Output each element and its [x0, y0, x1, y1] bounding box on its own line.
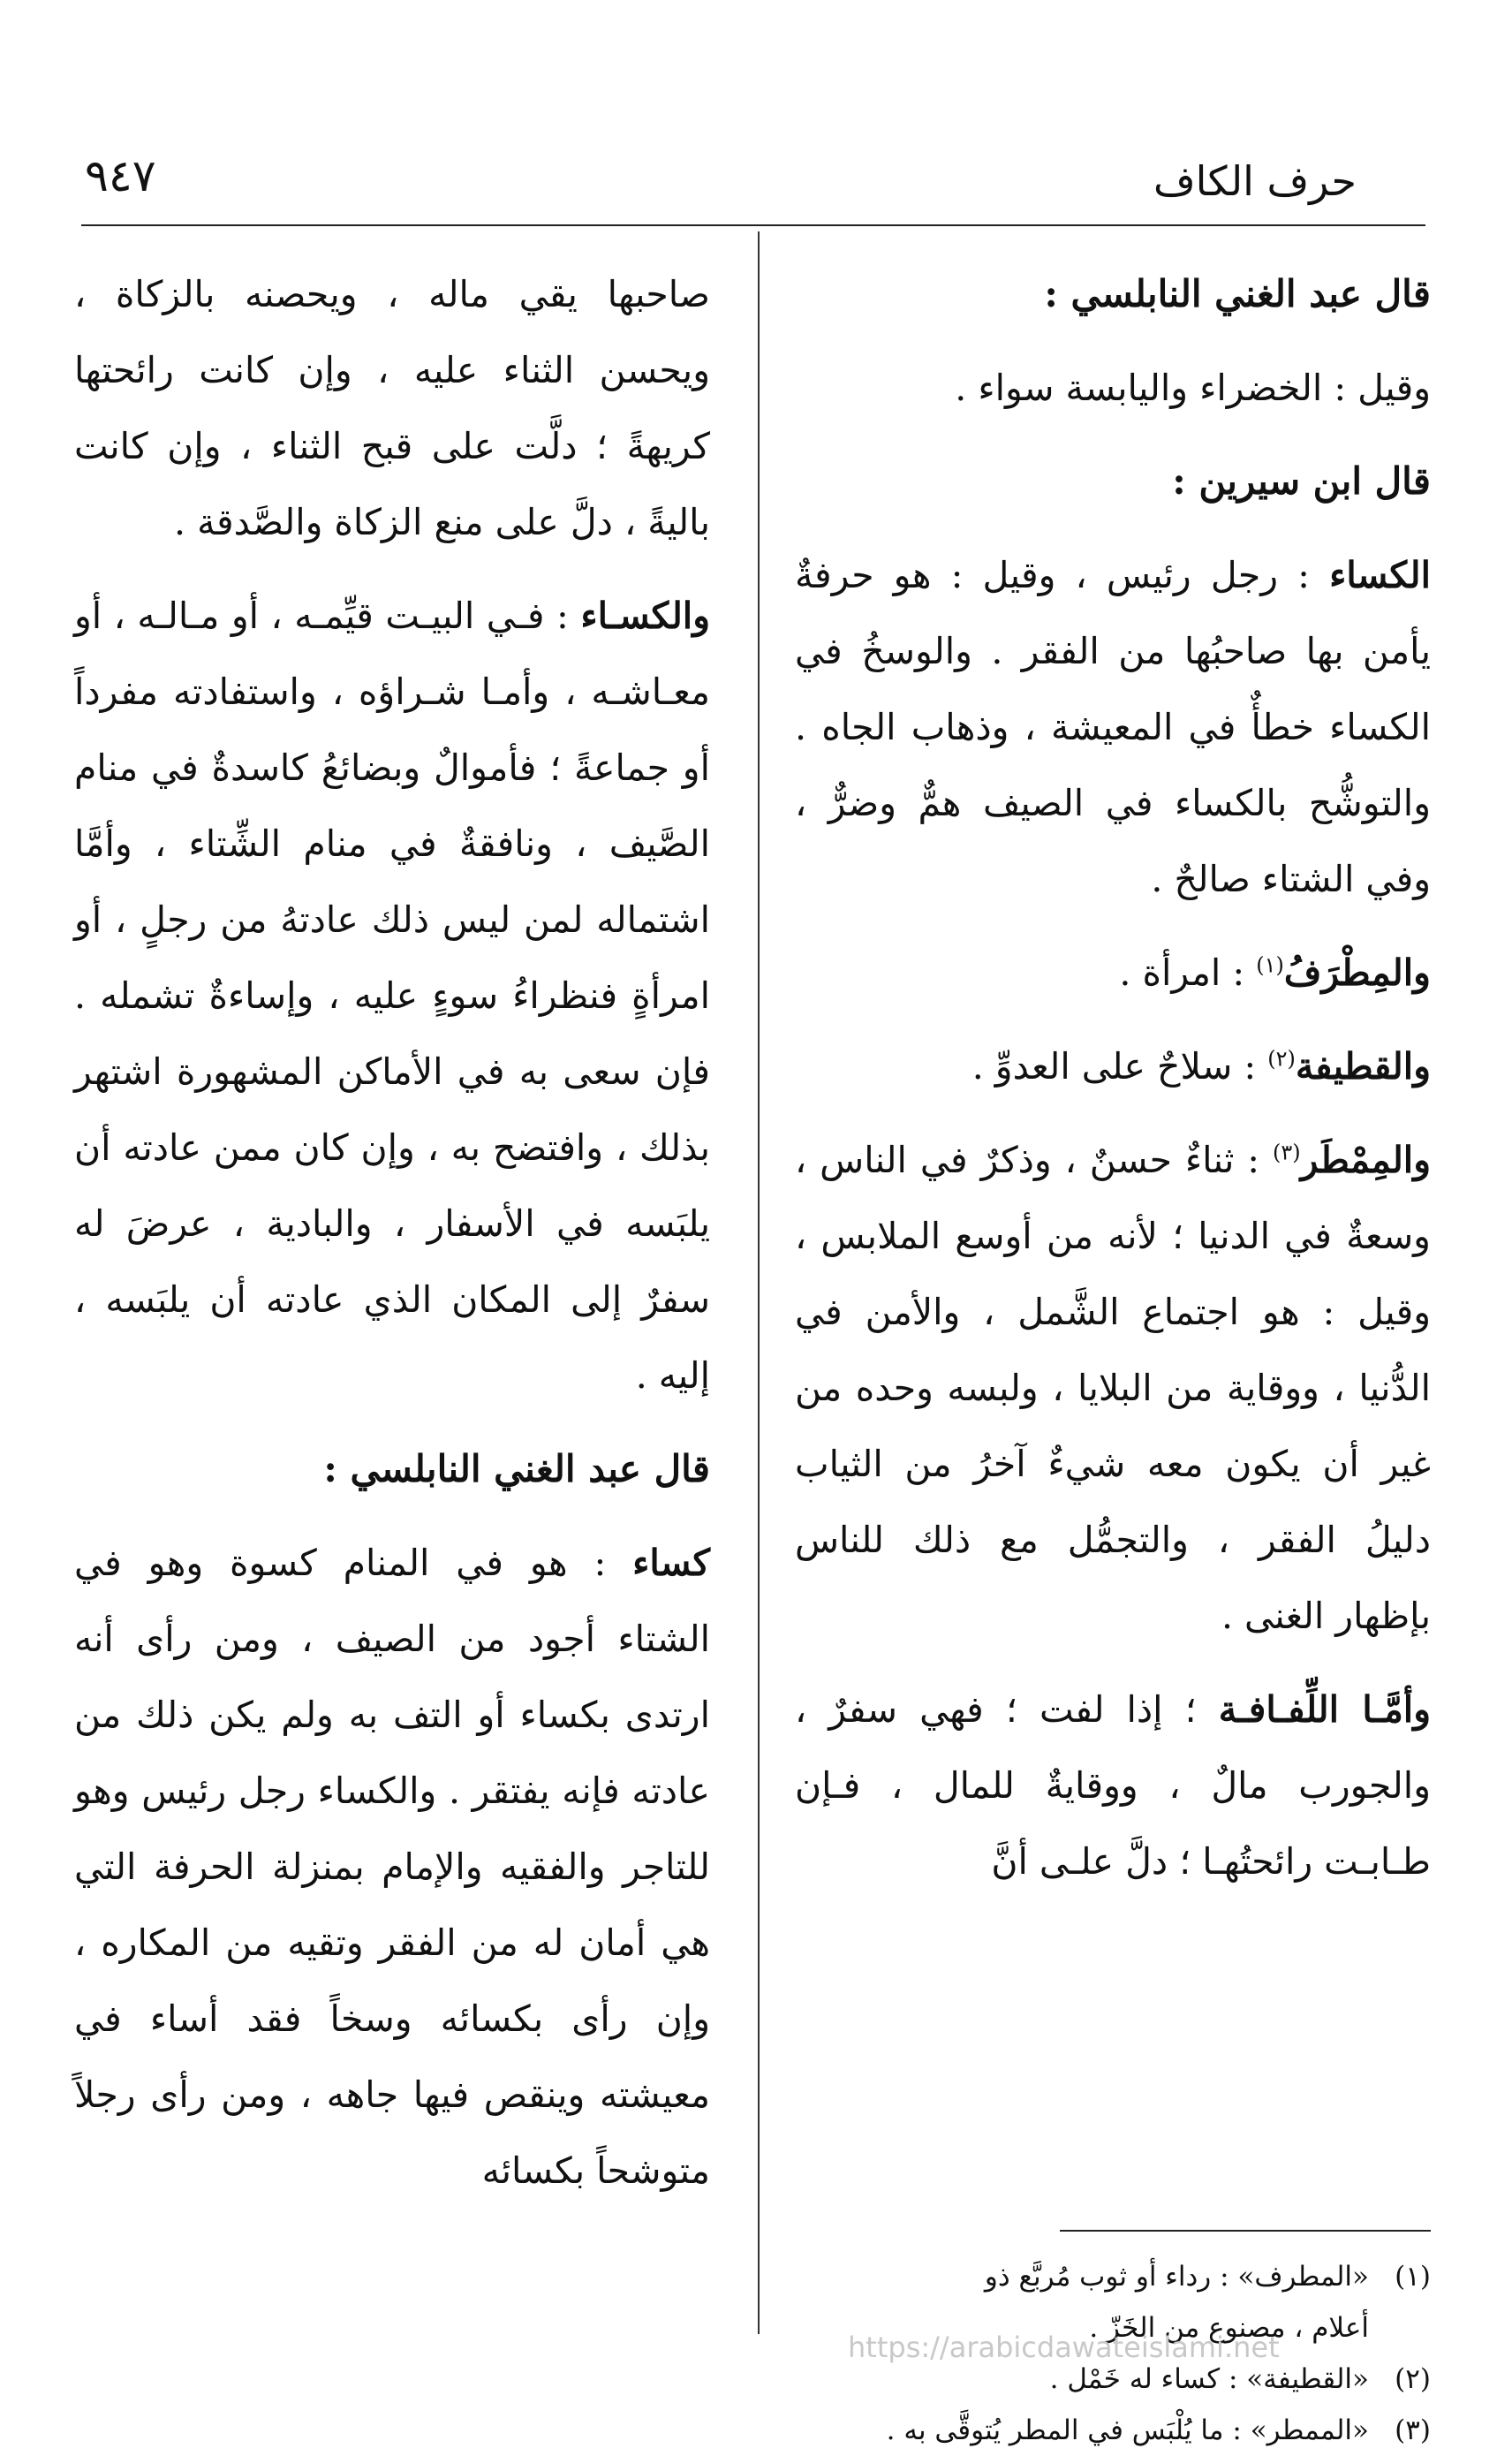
entry-term: كساء	[632, 1542, 710, 1584]
section-heading: قال عبد الغني النابلسي :	[323, 1447, 710, 1490]
entry-text: ؛ إذا لفت ؛ فهي سفرٌ ، والجورب مالٌ ، ووقايةٌ للمال ، فـإن طـابـت رائحتُهـا ؛ دلَّ علـى أنَّ	[795, 1688, 1431, 1883]
section-heading: قال ابن سيرين :	[1172, 459, 1431, 503]
entry-term: الكساء	[1329, 554, 1431, 596]
left-column	[74, 256, 710, 2226]
footnote-item	[786, 2405, 1431, 2456]
right-column	[795, 256, 1431, 1917]
entry-term: والكسـاء	[580, 595, 710, 637]
footnote-number: (٣)	[1395, 2414, 1431, 2446]
paragraph	[795, 1122, 1431, 1654]
footnote-text: «القطيفة» : كساء له خَمْل .	[1049, 2363, 1369, 2395]
page-number: ٩٤٧	[85, 150, 156, 201]
entry-term: والمِطْرَفُ	[1283, 951, 1431, 994]
footnote-marker[interactable]: (١)	[1256, 952, 1284, 978]
footnote-marker[interactable]: (٢)	[1267, 1046, 1296, 1072]
watermark-url: https://arabicdawateislami.net	[848, 2331, 1280, 2364]
column-divider	[758, 231, 760, 2334]
entry-text: : ثناءٌ حسنٌ ، وذكرٌ في الناس ، وسعةٌ في الدنيا ؛ لأنه من أوسع الملابس ، وقيل : هو اجتماع الشَّمل ، والأمن في الدُّنيا ، ووقاية من البلايا ، ولبسه وحده من غير أن يكون معه شيءٌ آخرُ من الثياب دليلُ الفقر ، والتجمُّل مع ذلك للناس بإظهار الغنى .	[795, 1139, 1431, 1637]
entry-text: : سلاحٌ على العدوِّ .	[971, 1045, 1268, 1088]
entry-text: : رجل رئيس ، وقيل : هو حرفةٌ يأمن بها صاحبُها من الفقر . والوسخُ في الكساء خطأٌ في المعيشة ، وذهاب الجاه . والتوشُّح بالكساء في الصيف همٌّ وضرٌّ ، وفي الشتاء صالحٌ .	[795, 554, 1431, 900]
entry-text: : هو في المنام كسوة وهو في الشتاء أجود من الصيف ، ومن رأى أنه ارتدى بكساء أو التف به ولم يكن ذلك من عادته فإنه يفتقر . والكساء رجل رئيس وهو للتاجر والفقيه والإمام بمنزلة الحرفة التي هي أمان له من الفقر وتقيه من المكاره ، وإن رأى بكسائه وسخاً فقد أساء في معيشته وينقص فيها جاهه ، ومن رأى رجلاً متوشحاً بكسائه	[74, 1542, 710, 2192]
footnote-number: (١)	[1395, 2261, 1431, 2293]
paragraph	[795, 1028, 1431, 1104]
entry-text: : فـي البيـت قيِّمـه ، أو مـالـه ، أو معـاشـه ، وأمـا شـراؤه ، واستفادته مفرداً أو جماعةً ؛ فأموالٌ وبضائعُ كاسدةٌ في منام الصَّيف ، ونافقةٌ في منام الشِّتاء ، وأمَّا اشتماله لمن ليس ذلك عادتهُ من رجلٍ ، أو امرأةٍ فنظراءُ سوءٍ عليه ، وإساءةٌ تشمله . فإن سعى به في الأماكن المشهورة اشتهر بذلك ، وافتضح به ، وإن كان ممن عادته أن يلبَسه في الأسفار ، والبادية ، عرضَ له سفرٌ إلى المكان الذي عادته أن يلبَسه ، إليه .	[74, 595, 710, 1397]
footnote-text-continued: أعلام ، مصنوع من الخَزّ .	[1089, 2312, 1369, 2344]
footnote-number: (٢)	[1395, 2363, 1431, 2395]
paragraph	[795, 1671, 1431, 1899]
entry-term: وأمَّـا اللِّفـافـة	[1218, 1688, 1431, 1731]
paragraph	[795, 537, 1431, 917]
paragraph	[74, 1525, 710, 2209]
paragraph	[74, 578, 710, 1414]
header-divider	[81, 224, 1425, 226]
section-heading: قال عبد الغني النابلسي :	[1044, 272, 1431, 315]
paragraph: وقيل : الخضراء واليابسة سواء .	[955, 367, 1431, 409]
paragraph	[795, 935, 1431, 1011]
footnote-marker[interactable]: (٣)	[1273, 1140, 1301, 1165]
chapter-title: حرف الكاف	[1153, 157, 1357, 205]
entry-term: والمِمْطَر	[1300, 1139, 1431, 1181]
footnote-text: «الممطر» : ما يُلْبَس في المطر يُتوقَّى به .	[886, 2414, 1369, 2446]
paragraph: صاحبها يقي ماله ، ويحصنه بالزكاة ، ويحسن الثناء عليه ، وإن كانت رائحتها كريهةً ؛ دلَّت على قبح الثناء ، وإن كانت باليةً ، دلَّ على منع الزكاة والصَّدقة .	[74, 273, 710, 543]
footnote-divider	[1060, 2230, 1431, 2232]
entry-term: والقطيفة	[1295, 1045, 1431, 1088]
footnote-text: «المطرف» : رداء أو ثوب مُربَّع ذو	[984, 2261, 1369, 2293]
entry-text: : امرأة .	[1119, 951, 1257, 994]
